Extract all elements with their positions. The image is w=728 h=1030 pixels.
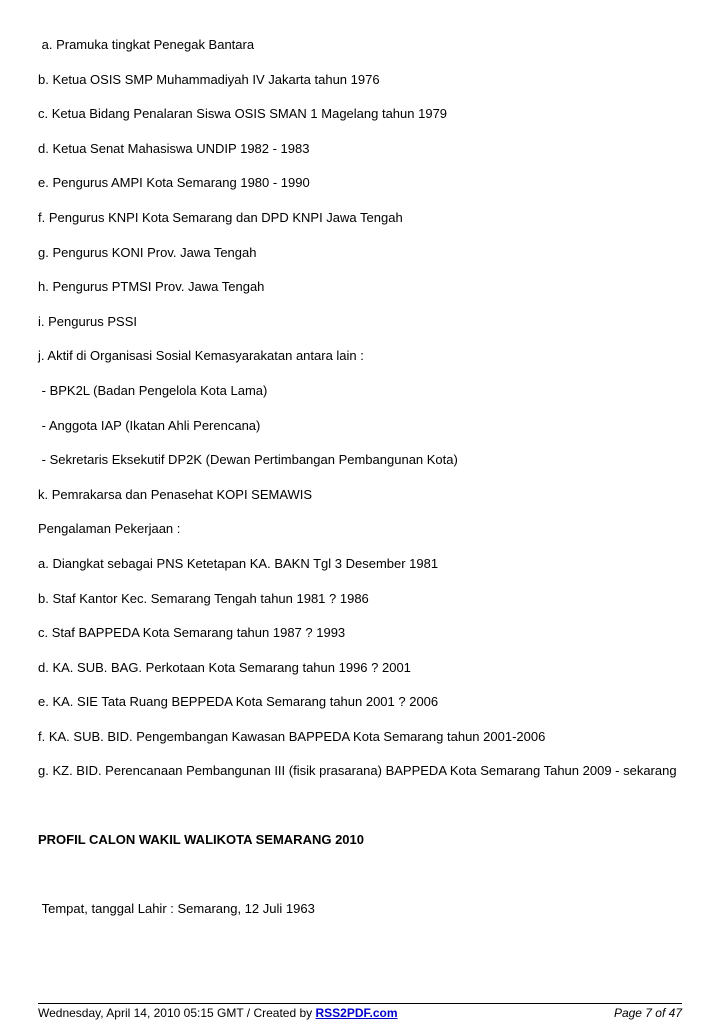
page-number: Page 7 of 47 [613,1006,682,1020]
list-item: f. KA. SUB. BID. Pengembangan Kawasan BAPPEDA Kota Semarang tahun 2001-2006 [38,728,546,744]
document-body [38,36,698,917]
list-item: c. Staf BAPPEDA Kota Semarang tahun 1987 ? 1993 [38,625,346,641]
list-item: a. Pramuka tingkat Penegak Bantara [38,37,255,52]
list-item: k. Pemrakarsa dan Penasehat KOPI SEMAWIS [38,486,313,502]
list-item: d. KA. SUB. BAG. Perkotaan Kota Semarang tahun 1996 ? 2001 [38,659,411,675]
list-item: i. Pengurus PSSI [38,313,137,329]
rss2pdf-link[interactable]: RSS2PDF.com [315,1006,398,1020]
section-title: Pengalaman Pekerjaan : [38,521,181,537]
list-item: f. Pengurus KNPI Kota Semarang dan DPD KNPI Jawa Tengah [38,209,403,225]
footer-info [38,1006,398,1020]
list-item: j. Aktif di Organisasi Sosial Kemasyarakatan antara lain : [38,348,364,364]
list-item: - BPK2L (Badan Pengelola Kota Lama) [38,382,268,398]
list-item: e. KA. SIE Tata Ruang BEPPEDA Kota Semarang tahun 2001 ? 2006 [38,694,439,710]
list-item: c. Ketua Bidang Penalaran Siswa OSIS SMAN 1 Magelang tahun 1979 [38,106,448,122]
profile-heading: PROFIL CALON WAKIL WALIKOTA SEMARANG 2010 [38,832,364,848]
list-item: a. Diangkat sebagai PNS Ketetapan KA. BAKN Tgl 3 Desember 1981 [38,555,439,571]
page-footer [38,1003,682,1020]
list-item: g. Pengurus KONI Prov. Jawa Tengah [38,244,257,260]
list-item: h. Pengurus PTMSI Prov. Jawa Tengah [38,279,265,295]
list-item: e. Pengurus AMPI Kota Semarang 1980 - 1990 [38,175,310,191]
list-item: b. Staf Kantor Kec. Semarang Tengah tahun 1981 ? 1986 [38,590,369,606]
footer-timestamp: Wednesday, April 14, 2010 05:15 GMT / Created by [38,1006,316,1020]
list-item: d. Ketua Senat Mahasiswa UNDIP 1982 - 1983 [38,140,310,156]
birth-info: Tempat, tanggal Lahir : Semarang, 12 Juli 1963 [38,901,315,917]
list-item: b. Ketua OSIS SMP Muhammadiyah IV Jakarta tahun 1976 [38,71,380,87]
list-item: g. KZ. BID. Perencanaan Pembangunan III (fisik prasarana) BAPPEDA Kota Semarang Tahun 2009 - sekarang [38,763,677,779]
list-item: - Anggota IAP (Ikatan Ahli Perencana) [38,417,261,433]
list-item: - Sekretaris Eksekutif DP2K (Dewan Pertimbangan Pembangunan Kota) [38,452,458,468]
